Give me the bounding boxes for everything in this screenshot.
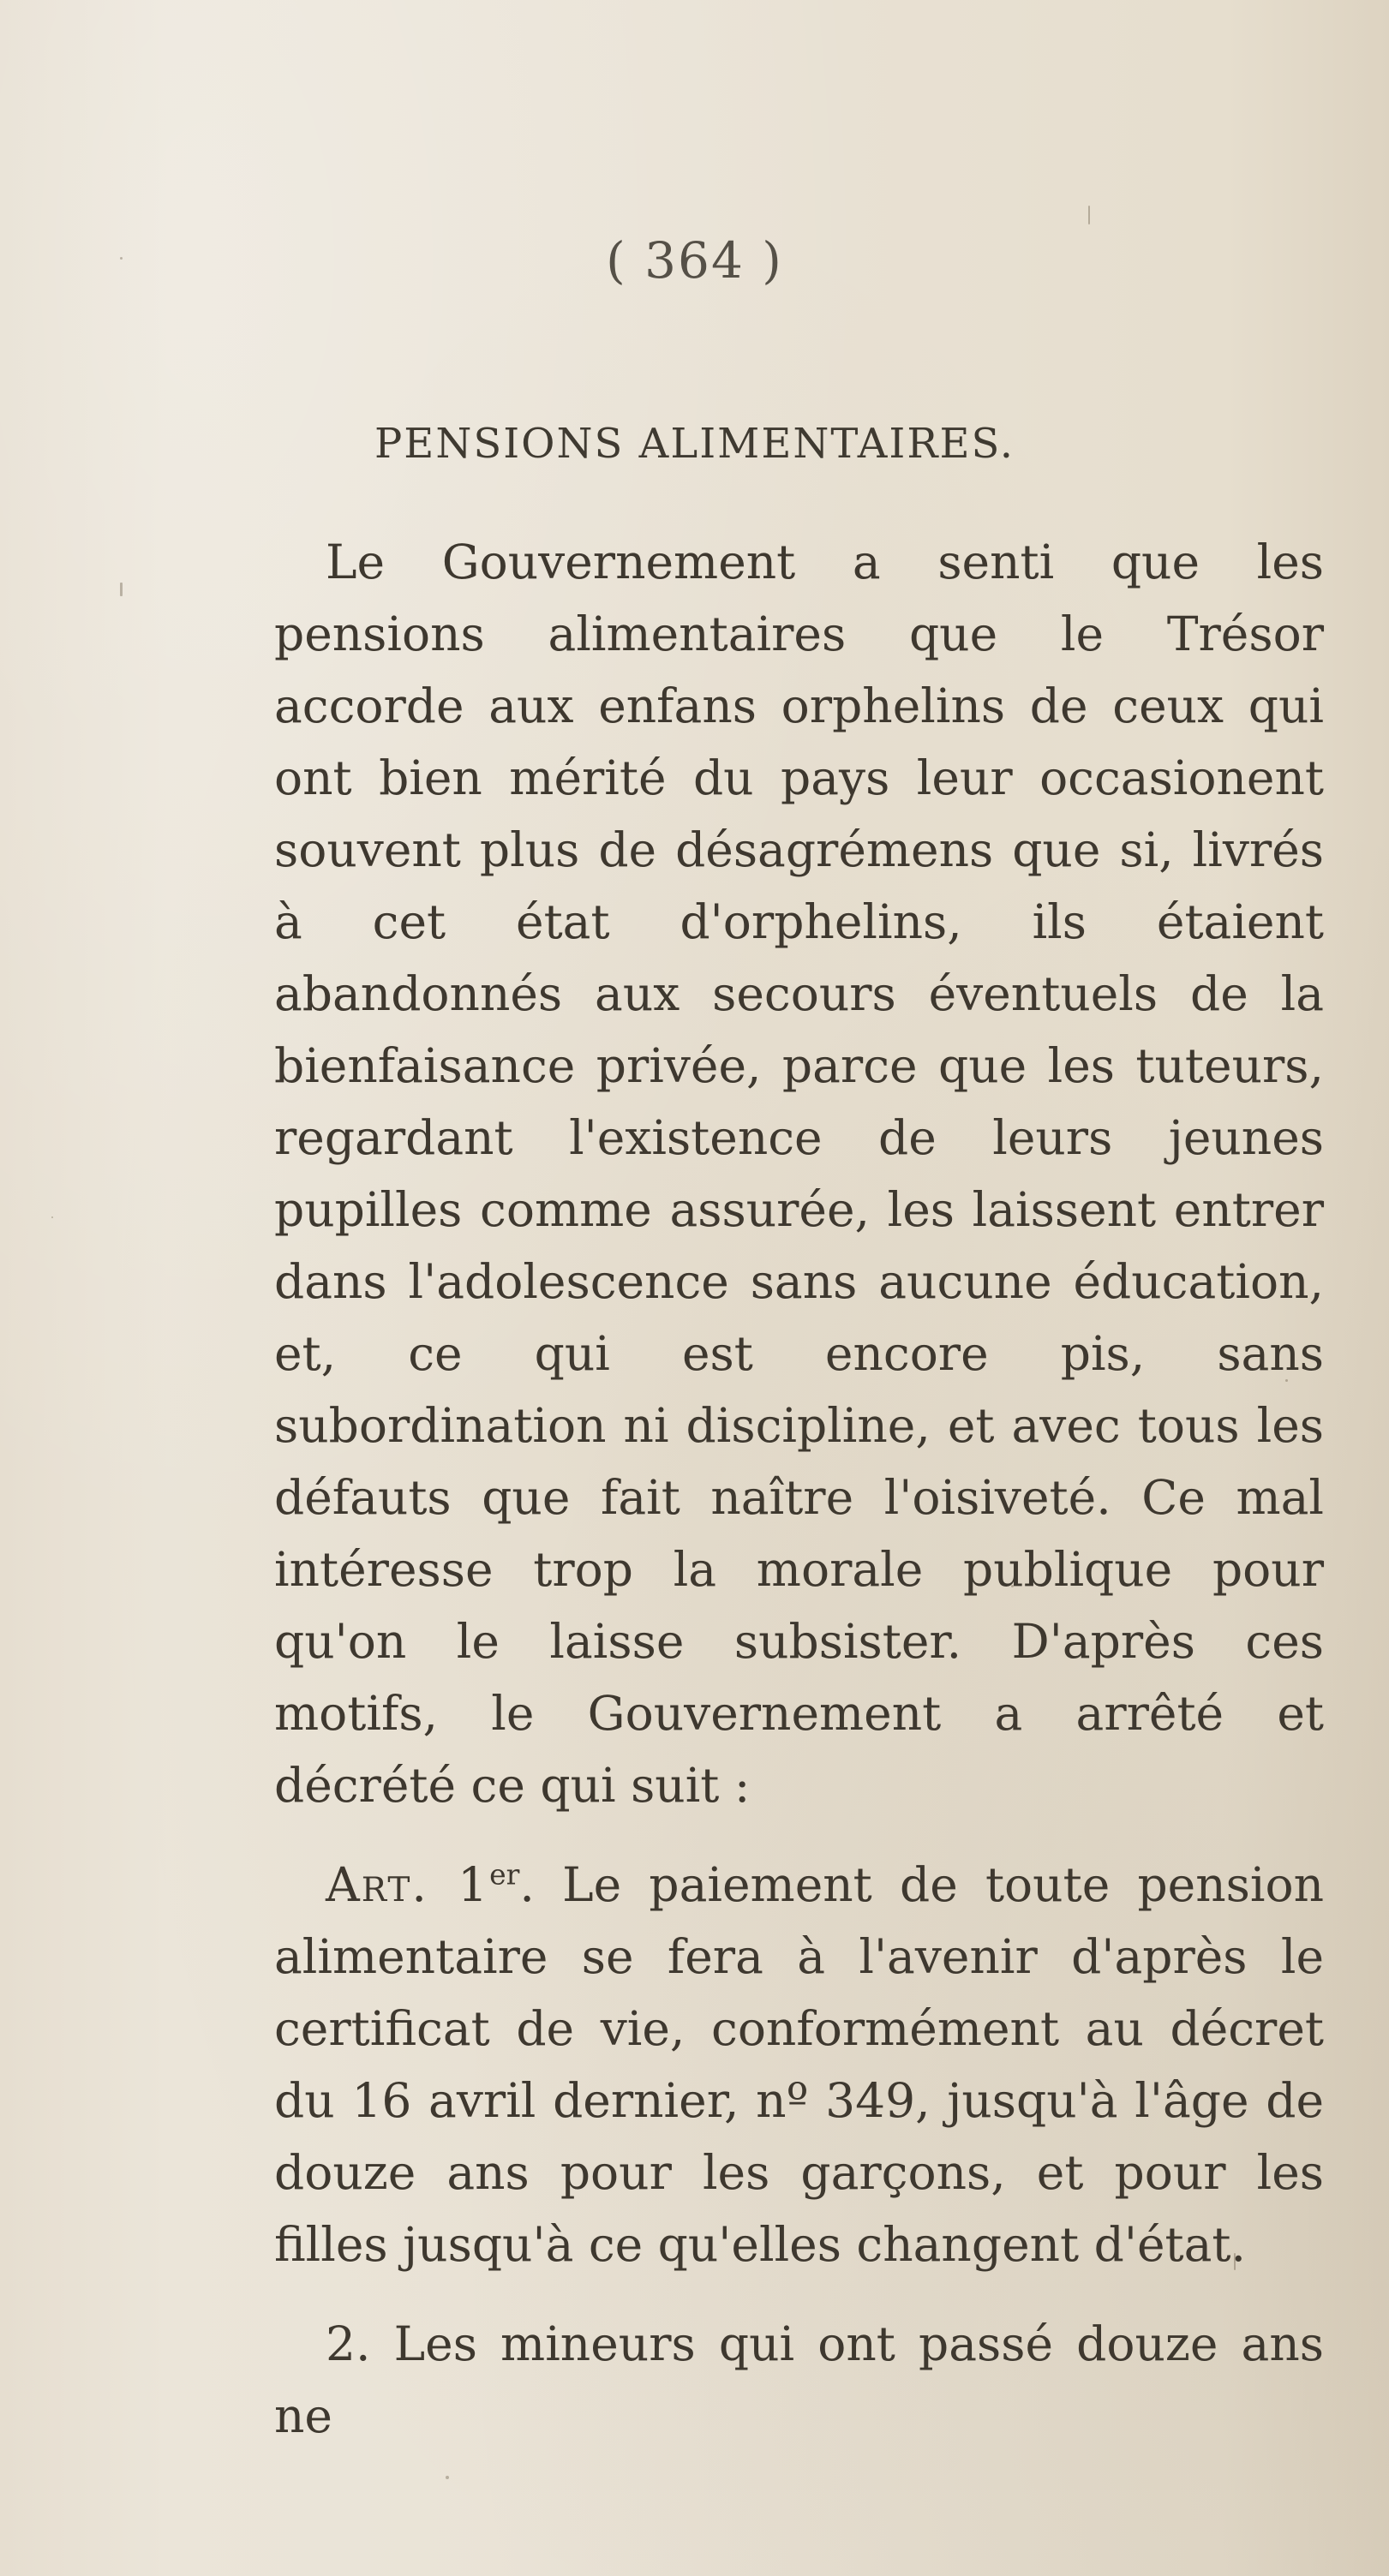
body-text — [274, 526, 1324, 2452]
article-1-paragraph — [274, 1849, 1324, 2280]
paper-speck — [1088, 206, 1090, 224]
page-number: ( 364 ) — [606, 231, 783, 290]
article-2-paragraph: 2. Les mineurs qui ont passé douze ans ne — [274, 2316, 1324, 2443]
article-1-label: Art. 1 — [326, 1857, 490, 1912]
article-1-label-superscript: er — [489, 1857, 520, 1892]
paper-speck — [120, 583, 123, 596]
paper-speck — [446, 2476, 449, 2479]
intro-paragraph: Le Gouvernement a senti que les pensions alimentaires que le Trésor accorde aux enfans orphelins de ceux qui ont bien mérité du pays leur occasionent souvent plus de désagrémens que si, livrés à cet état d'orphelins, ils étaient abandonnés aux secours éventuels de la bienfaisance privée, parce que les tuteurs, regardant l'existence de leurs jeunes pupilles comme assurée, les laissent entrer dans l'adolescence sans aucune éducation, et, ce qui est encore pis, sans subordination ni discipline, et avec tous les défauts que fait naître l'oisiveté. Ce mal intéresse trop la morale publique pour qu'on le laisse subsister. D'après ces motifs, le Gouvernement a arrêté et décrété ce qui suit : — [274, 535, 1324, 1813]
paper-speck — [51, 1216, 53, 1218]
section-title: PENSIONS ALIMENTAIRES. — [374, 420, 1015, 469]
article-1-text: . Le paiement de toute pension alimentaire se fera à l'avenir d'après le certificat de vie, conformément au décret du 16 avril dernier, nº 349, jusqu'à l'âge de douze ans pour les garçons, et pour les filles jusqu'à ce qu'elles changent d'état. — [274, 1857, 1324, 2272]
